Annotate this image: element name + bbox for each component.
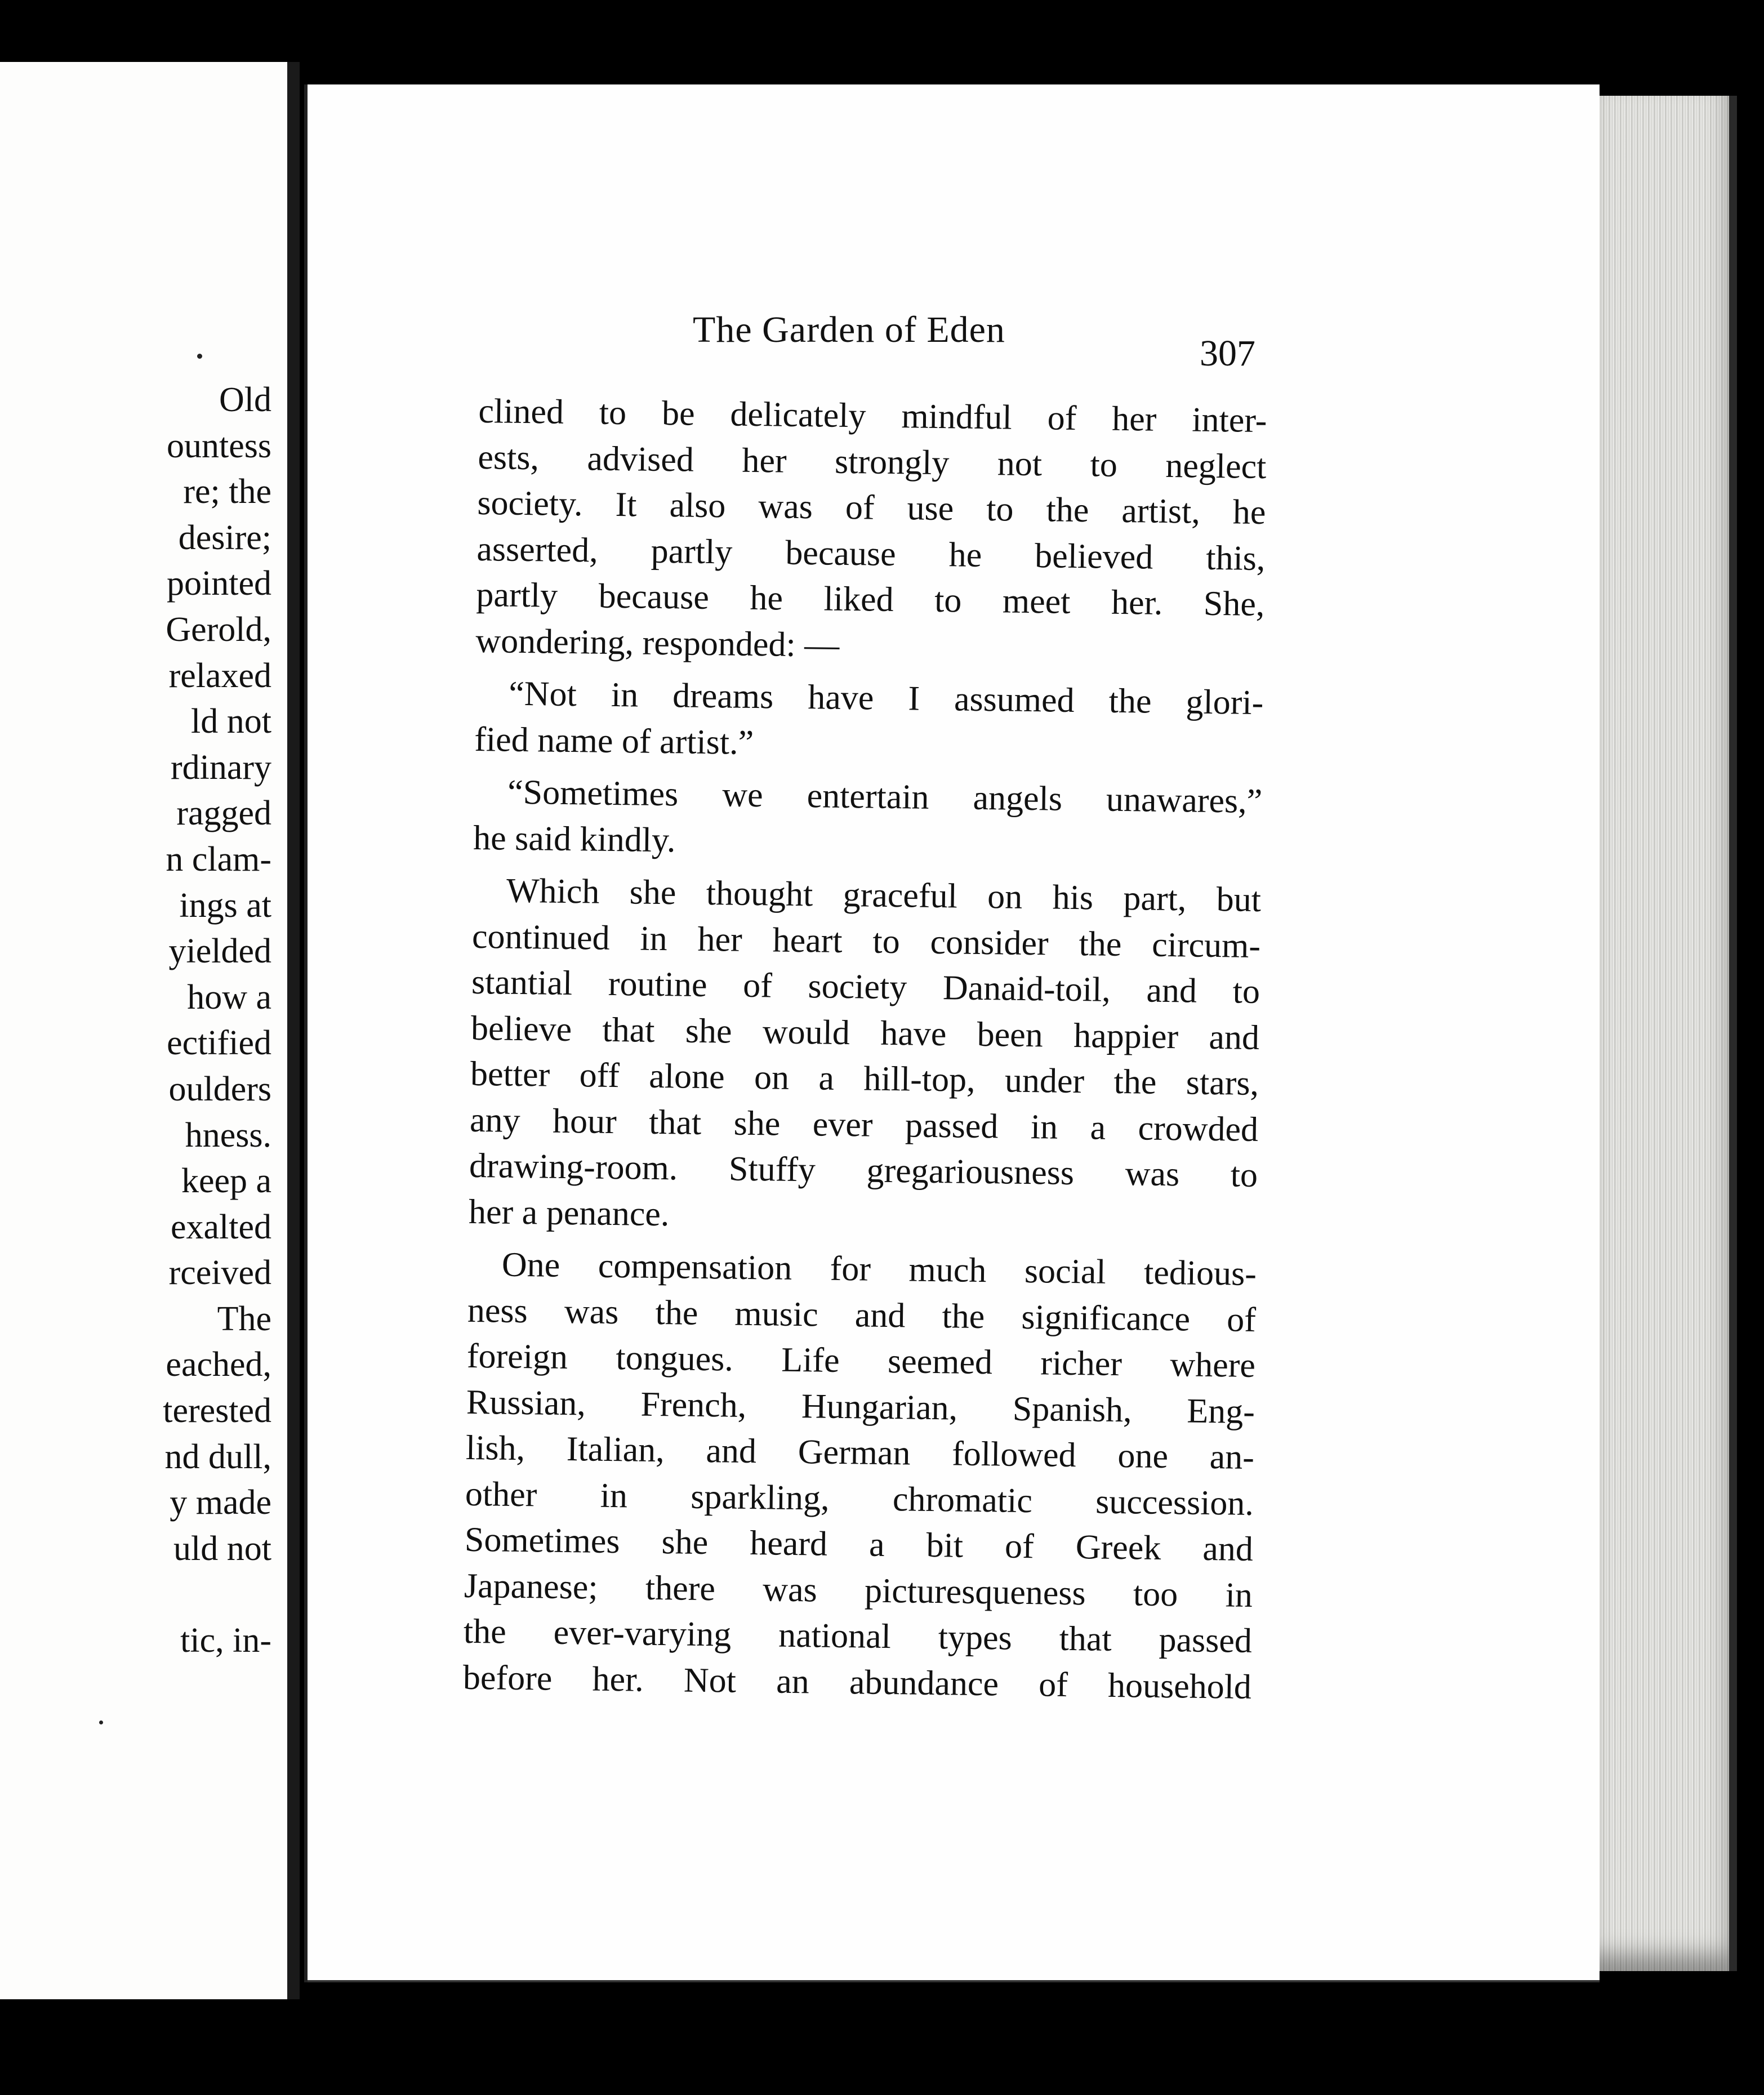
text-line: other in sparkling, chromatic succession. xyxy=(465,1474,1254,1523)
left-page-line: y made xyxy=(170,1483,271,1522)
running-head: The Garden of Eden xyxy=(693,309,1005,350)
text-line: Which she thought graceful on his part, but xyxy=(506,871,1262,920)
left-page-line: re; the xyxy=(183,473,271,511)
text-line: ests, advised her strongly not to neglect xyxy=(478,438,1267,486)
left-page-line: ld not xyxy=(191,702,271,741)
text-line: any hour that she ever passed in a crowded xyxy=(469,1100,1259,1149)
text-line: “Not in dreams have I assumed the glori- xyxy=(508,674,1264,723)
text-line: drawing-room. Stuffy gregariousness was to xyxy=(469,1146,1258,1194)
left-page-line: yielded xyxy=(168,932,271,971)
left-page-line: relaxed xyxy=(168,656,271,695)
text-line: better off alone on a hill-top, under the stars, xyxy=(470,1054,1259,1103)
left-page-line: eached, xyxy=(166,1345,271,1384)
left-page-line: nd dull, xyxy=(164,1437,271,1476)
left-page xyxy=(0,62,300,1999)
text-line: foreign tongues. Life seemed richer where xyxy=(466,1336,1256,1385)
left-page-line: rdinary xyxy=(170,748,271,787)
text-line: clined to be delicately mindful of her inter- xyxy=(478,391,1267,440)
left-page-line: exalted xyxy=(170,1207,271,1246)
left-page-line: ragged xyxy=(176,794,271,833)
text-line: stantial routine of society Danaid-toil, and to xyxy=(471,962,1260,1011)
left-page-line: Old xyxy=(219,381,271,419)
left-page-line: uld not xyxy=(173,1529,271,1568)
left-page-line: pointed xyxy=(167,564,271,603)
page-number: 307 xyxy=(1200,333,1255,374)
text-line: before her. Not an abundance of household xyxy=(462,1658,1252,1706)
text-line: ness was the music and the significance of xyxy=(467,1291,1257,1339)
text-line: the ever-varying national types that passed xyxy=(463,1612,1253,1660)
left-page-line: terested xyxy=(163,1392,271,1430)
text-line: Russian, French, Hungarian, Spanish, Eng- xyxy=(466,1383,1255,1431)
text-line: he said kindly. xyxy=(473,818,676,859)
left-page-line: desire; xyxy=(178,518,271,557)
left-page-line: keep a xyxy=(181,1162,271,1201)
left-page-line: n clam- xyxy=(166,840,271,879)
dust-speck xyxy=(197,354,202,359)
text-line: lish, Italian, and German followed one an- xyxy=(465,1428,1255,1477)
text-line: continued in her heart to consider the circum- xyxy=(471,917,1261,965)
left-page-line: how a xyxy=(187,978,271,1017)
left-page-line: The xyxy=(217,1299,271,1338)
text-line: partly because he liked to meet her. She, xyxy=(476,575,1265,624)
text-line: fied name of artist.” xyxy=(474,720,754,762)
left-page-line: ings at xyxy=(179,886,271,925)
text-line: “Sometimes we entertain angels unawares,” xyxy=(507,773,1263,821)
left-page-line: ectified xyxy=(167,1024,271,1063)
left-page-line: hness. xyxy=(185,1116,271,1155)
left-page-text xyxy=(0,377,271,1664)
text-line: Sometimes she heard a bit of Greek and xyxy=(464,1520,1254,1568)
page-edges xyxy=(1588,96,1737,1971)
left-page-line: tic, in- xyxy=(180,1621,271,1660)
text-line: wondering, responded: — xyxy=(475,621,840,665)
left-page-line: Gerold, xyxy=(166,610,271,649)
left-page-line: rceived xyxy=(168,1254,271,1292)
left-page-line: ountess xyxy=(167,426,271,465)
body-text xyxy=(463,389,1267,1710)
text-line: Japanese; there was picturesqueness too in xyxy=(464,1566,1253,1615)
text-line: asserted, partly because he believed this, xyxy=(476,529,1266,578)
text-line: her a penance. xyxy=(468,1192,670,1233)
text-line: society. It also was of use to the artist, he xyxy=(477,483,1266,532)
dust-speck xyxy=(99,1720,103,1724)
left-page-line: oulders xyxy=(168,1069,271,1108)
text-line: believe that she would have been happier and xyxy=(470,1009,1260,1057)
text-line: One compensation for much social tedious- xyxy=(501,1245,1257,1293)
left-page-line xyxy=(0,1572,271,1618)
